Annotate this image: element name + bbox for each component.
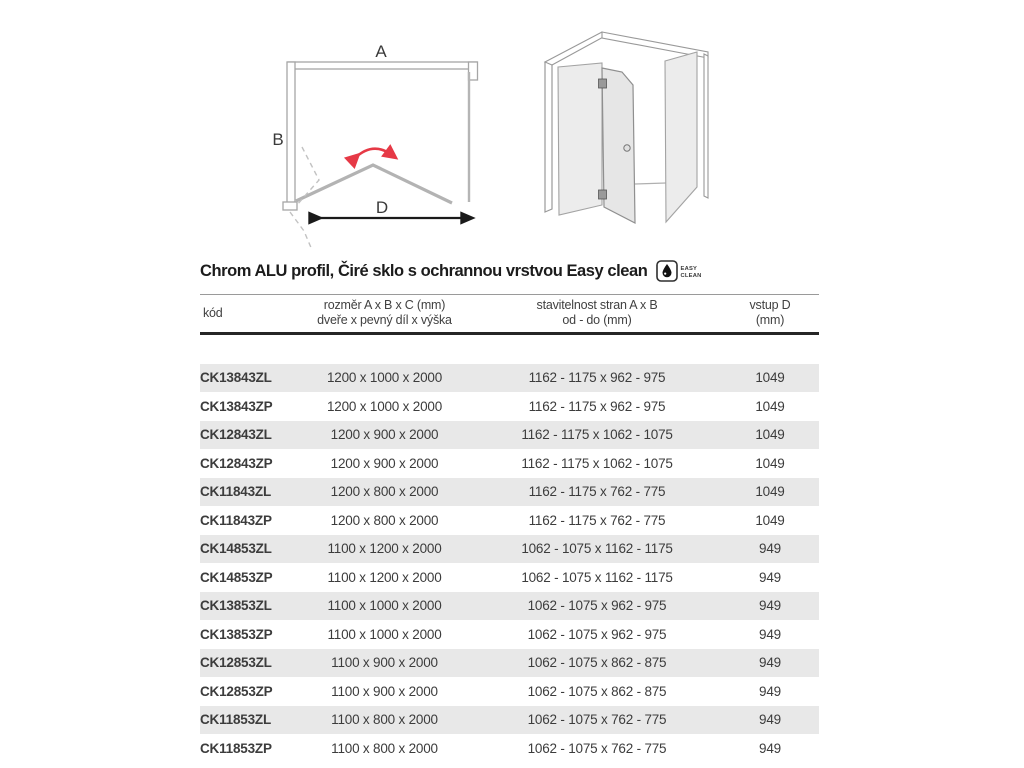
table-row [200,734,819,763]
cell-rozmer: 1100 x 1000 x 2000 [296,592,473,621]
cell-kod: CK13843ZL [200,364,296,393]
droplet-highlight [664,273,666,275]
cell-stavitelnost: 1162 - 1175 x 962 - 975 [473,364,721,393]
cell-rozmer: 1200 x 800 x 2000 [296,478,473,507]
col-header-vstup-line2: (mm) [755,313,785,327]
cell-vstup: 1049 [721,449,819,478]
page-title: Chrom ALU profil, Čiré sklo s ochrannou vrstvou Easy clean [200,261,648,280]
iso-top-rail-left [545,32,607,65]
col-header-kod-line1: kód [203,305,223,320]
cell-kod: CK13853ZL [200,592,296,621]
cell-rozmer: 1200 x 900 x 2000 [296,449,473,478]
cell-stavitelnost: 1162 - 1175 x 962 - 975 [473,392,721,421]
cell-rozmer: 1200 x 900 x 2000 [296,421,473,450]
cell-vstup: 1049 [721,421,819,450]
label-b: B [272,130,284,149]
cell-kod: CK13853ZP [200,620,296,649]
label-d: D [375,198,389,217]
cell-stavitelnost: 1162 - 1175 x 1062 - 1075 [473,421,721,450]
folding-door-line [296,165,452,203]
cell-kod: CK12843ZL [200,421,296,450]
col-header-rozmer [296,295,473,335]
cell-kod: CK11853ZP [200,734,296,763]
profile-b-bottom-cap [283,202,297,210]
col-header-rozmer-line1: rozměr A x B x C (mm) [323,298,446,312]
table-row [200,478,819,507]
header-gap-row [200,335,819,364]
table-row [200,506,819,535]
iso-threshold-line [635,183,666,184]
table-row [200,563,819,592]
table-row [200,649,819,678]
col-header-vstup-line1: vstup D [749,298,791,312]
table-row [200,449,819,478]
cell-stavitelnost: 1162 - 1175 x 762 - 775 [473,506,721,535]
cell-stavitelnost: 1062 - 1075 x 962 - 975 [473,620,721,649]
spec-table-section [200,294,819,763]
top-view-diagram [248,28,488,258]
cell-rozmer: 1100 x 800 x 2000 [296,734,473,763]
table-row [200,535,819,564]
cell-vstup: 949 [721,734,819,763]
cell-vstup: 1049 [721,364,819,393]
cell-kod: CK11843ZP [200,506,296,535]
cell-rozmer: 1100 x 1200 x 2000 [296,535,473,564]
cell-stavitelnost: 1062 - 1075 x 1162 - 1175 [473,563,721,592]
iso-right-post [704,54,708,198]
table-row [200,620,819,649]
iso-folding-door-panel [602,68,635,223]
swing-direction-arrow-icon [355,149,392,158]
cell-kod: CK14853ZL [200,535,296,564]
enclosure-isometric-drawing [520,15,745,250]
cell-vstup: 949 [721,592,819,621]
easy-clean-badge-line1: EASY [680,265,698,272]
table-row [200,677,819,706]
col-header-stavitelnost [473,295,721,335]
cell-stavitelnost: 1162 - 1175 x 1062 - 1075 [473,449,721,478]
cell-kod: CK11853ZL [200,706,296,735]
iso-right-glass-panel [665,52,697,222]
cell-stavitelnost: 1062 - 1075 x 1162 - 1175 [473,535,721,564]
cell-stavitelnost: 1062 - 1075 x 862 - 875 [473,677,721,706]
cell-vstup: 949 [721,535,819,564]
table-row [200,706,819,735]
table-row [200,392,819,421]
table-row [200,592,819,621]
profile-b-left-bar [287,62,295,208]
spec-table [200,294,819,763]
cell-rozmer: 1100 x 900 x 2000 [296,649,473,678]
door-knob-icon [624,145,630,151]
cell-stavitelnost: 1162 - 1175 x 762 - 775 [473,478,721,507]
cell-rozmer: 1100 x 800 x 2000 [296,706,473,735]
profile-a-top-bar [288,62,477,69]
title-row [200,260,704,282]
cell-vstup: 1049 [721,506,819,535]
cell-kod: CK12853ZL [200,649,296,678]
col-header-stavitelnost-line2: od - do (mm) [562,313,632,327]
col-header-kod [200,295,296,335]
cell-kod: CK12843ZP [200,449,296,478]
col-header-stavitelnost-line1: stavitelnost stran A x B [536,298,658,312]
cell-kod: CK13843ZP [200,392,296,421]
cell-rozmer: 1100 x 1200 x 2000 [296,563,473,592]
hinge-bottom-icon [599,190,607,199]
easy-clean-badge-line2: CLEAN [680,272,702,279]
table-row [200,421,819,450]
cell-vstup: 949 [721,649,819,678]
cell-rozmer: 1200 x 800 x 2000 [296,506,473,535]
cell-vstup: 949 [721,677,819,706]
cell-vstup: 949 [721,706,819,735]
iso-left-wall-profile [545,59,552,212]
cell-rozmer: 1200 x 1000 x 2000 [296,392,473,421]
cell-stavitelnost: 1062 - 1075 x 962 - 975 [473,592,721,621]
cell-vstup: 949 [721,620,819,649]
col-header-rozmer-line2: dveře x pevný díl x výška [317,313,452,327]
table-body [200,335,819,763]
door-swing-ghost-lower [290,212,312,250]
label-a: A [375,42,387,61]
iso-left-glass-panel [558,63,602,215]
cell-stavitelnost: 1062 - 1075 x 762 - 775 [473,706,721,735]
easy-clean-badge [656,260,704,282]
cell-vstup: 1049 [721,478,819,507]
table-row [200,364,819,393]
cell-rozmer: 1200 x 1000 x 2000 [296,364,473,393]
cell-kod: CK12853ZP [200,677,296,706]
spec-table-header [200,295,819,335]
cell-kod: CK14853ZP [200,563,296,592]
cell-kod: CK11843ZL [200,478,296,507]
cell-rozmer: 1100 x 1000 x 2000 [296,620,473,649]
hinge-top-icon [599,79,607,88]
cell-stavitelnost: 1062 - 1075 x 862 - 875 [473,649,721,678]
cell-rozmer: 1100 x 900 x 2000 [296,677,473,706]
col-header-vstup [721,295,819,335]
cell-vstup: 949 [721,563,819,592]
cell-stavitelnost: 1062 - 1075 x 762 - 775 [473,734,721,763]
cell-vstup: 1049 [721,392,819,421]
